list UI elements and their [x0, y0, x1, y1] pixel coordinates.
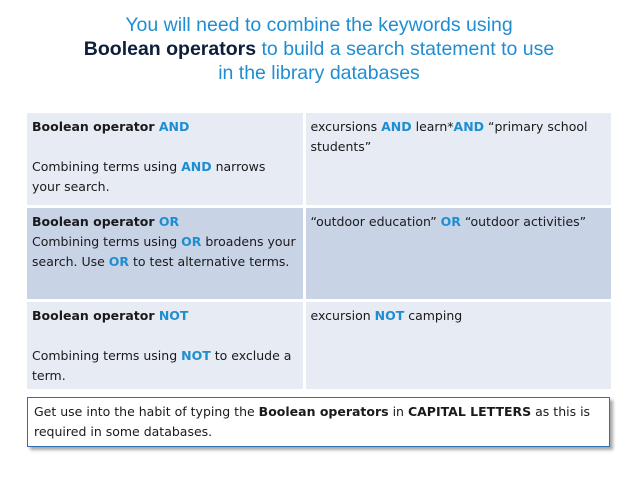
table-row-or — [27, 207, 611, 301]
table-row-and — [27, 113, 611, 207]
search-example-cell: excursions AND learn*AND “primary school students” — [304, 113, 611, 207]
title-line-2-rest: to build a search statement to use — [256, 38, 555, 60]
operator-keyword: AND — [158, 119, 190, 134]
operator-heading: Boolean operator NOT — [32, 308, 189, 323]
operator-description-cell — [27, 113, 304, 207]
boolean-operators-table — [27, 113, 611, 389]
search-example-cell: “outdoor education” OR “outdoor activities” — [304, 207, 611, 301]
operator-heading: Boolean operator AND — [32, 119, 190, 134]
search-example-cell: excursion NOT camping — [304, 301, 611, 390]
operator-heading: Boolean operator OR — [32, 214, 180, 229]
operator-keyword: NOT — [158, 308, 189, 323]
title-line-3: in the library databases — [218, 62, 420, 84]
operator-description: Combining terms using AND narrows your search. — [32, 159, 266, 194]
operator-description: Combining terms using OR broadens your search. Use OR to test alternative terms. — [32, 234, 296, 269]
title-line-1: You will need to combine the keywords using — [125, 14, 513, 36]
capital-letters-tip: Get use into the habit of typing the Boolean operators in CAPITAL LETTERS as this is required in some databases. — [27, 397, 610, 447]
operator-description: Combining terms using NOT to exclude a term. — [32, 348, 292, 383]
title-line-2 — [20, 37, 618, 61]
slide-title — [20, 13, 618, 85]
title-boolean-operators: Boolean operators — [83, 38, 257, 60]
operator-keyword: OR — [158, 214, 180, 229]
operator-description-cell — [27, 207, 304, 301]
operator-description-cell — [27, 301, 304, 390]
table-row-not — [27, 301, 611, 390]
